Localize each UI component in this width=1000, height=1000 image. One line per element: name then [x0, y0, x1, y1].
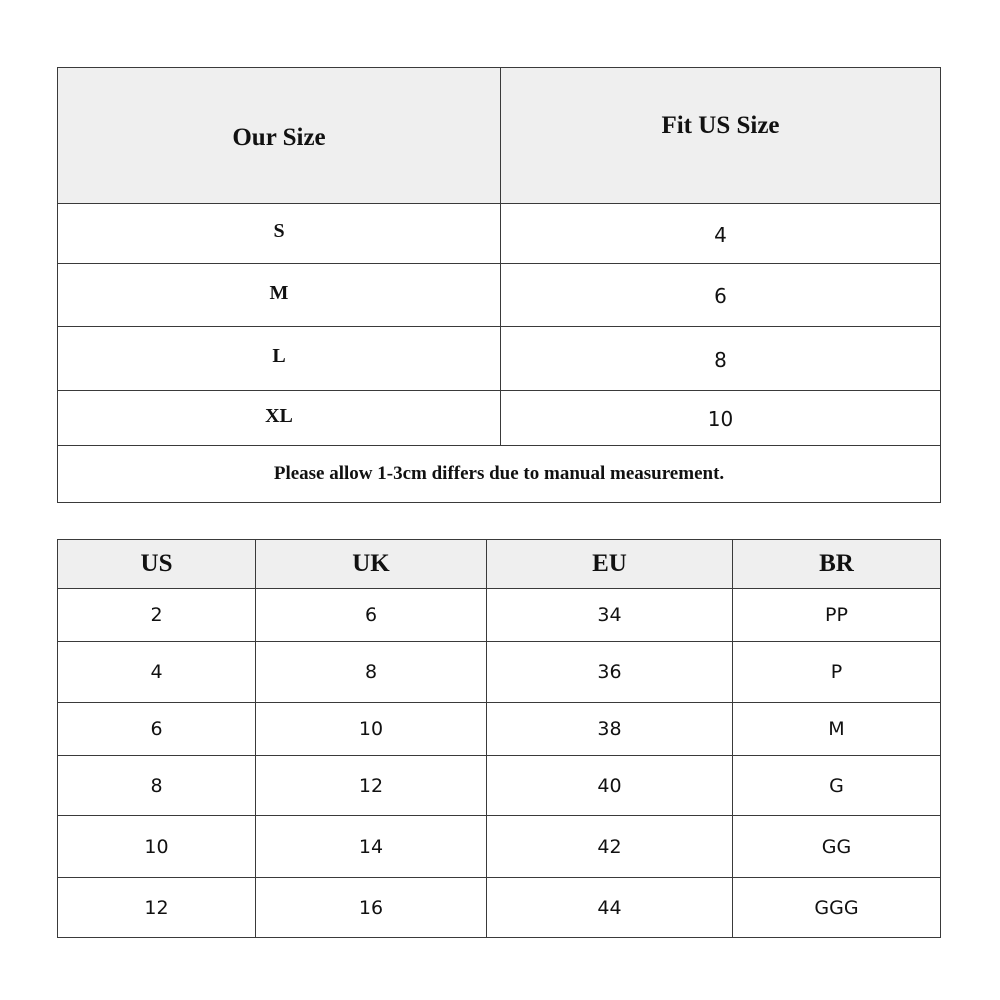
- br-cell: GGG: [733, 878, 941, 938]
- br-cell: G: [733, 756, 941, 816]
- conversion-header-row: [58, 540, 941, 589]
- table-row: [58, 204, 941, 264]
- header-uk: UK: [256, 540, 487, 589]
- table-row: [58, 703, 941, 756]
- uk-cell: 10: [256, 703, 487, 756]
- uk-cell: 8: [256, 642, 487, 703]
- fit-us-size-cell: 10: [501, 391, 941, 446]
- eu-cell: 38: [487, 703, 733, 756]
- size-fit-table: [57, 67, 941, 503]
- table-row: [58, 589, 941, 642]
- us-cell: 2: [58, 589, 256, 642]
- size-fit-header-row: [58, 68, 941, 204]
- table-row: [58, 878, 941, 938]
- br-cell: GG: [733, 816, 941, 878]
- header-br: BR: [733, 540, 941, 589]
- table-row: [58, 756, 941, 816]
- note-row: [58, 446, 941, 503]
- header-our-size: Our Size: [58, 68, 501, 204]
- br-cell: PP: [733, 589, 941, 642]
- table-row: [58, 642, 941, 703]
- table-row: [58, 391, 941, 446]
- our-size-cell: XL: [58, 391, 501, 446]
- table-row: [58, 816, 941, 878]
- us-cell: 4: [58, 642, 256, 703]
- size-conversion-table: [57, 539, 941, 938]
- us-cell: 12: [58, 878, 256, 938]
- eu-cell: 42: [487, 816, 733, 878]
- br-cell: P: [733, 642, 941, 703]
- our-size-cell: S: [58, 204, 501, 264]
- uk-cell: 16: [256, 878, 487, 938]
- fit-us-size-cell: 6: [501, 264, 941, 327]
- uk-cell: 12: [256, 756, 487, 816]
- eu-cell: 36: [487, 642, 733, 703]
- eu-cell: 34: [487, 589, 733, 642]
- table-row: [58, 264, 941, 327]
- table-row: [58, 327, 941, 391]
- eu-cell: 44: [487, 878, 733, 938]
- fit-us-size-cell: 4: [501, 204, 941, 264]
- uk-cell: 14: [256, 816, 487, 878]
- header-fit-us-size: Fit US Size: [501, 68, 941, 204]
- our-size-cell: M: [58, 264, 501, 327]
- fit-us-size-cell: 8: [501, 327, 941, 391]
- eu-cell: 40: [487, 756, 733, 816]
- measurement-note: Please allow 1-3cm differs due to manual measurement.: [58, 446, 941, 503]
- us-cell: 6: [58, 703, 256, 756]
- our-size-cell: L: [58, 327, 501, 391]
- br-cell: M: [733, 703, 941, 756]
- us-cell: 10: [58, 816, 256, 878]
- header-us: US: [58, 540, 256, 589]
- header-eu: EU: [487, 540, 733, 589]
- us-cell: 8: [58, 756, 256, 816]
- uk-cell: 6: [256, 589, 487, 642]
